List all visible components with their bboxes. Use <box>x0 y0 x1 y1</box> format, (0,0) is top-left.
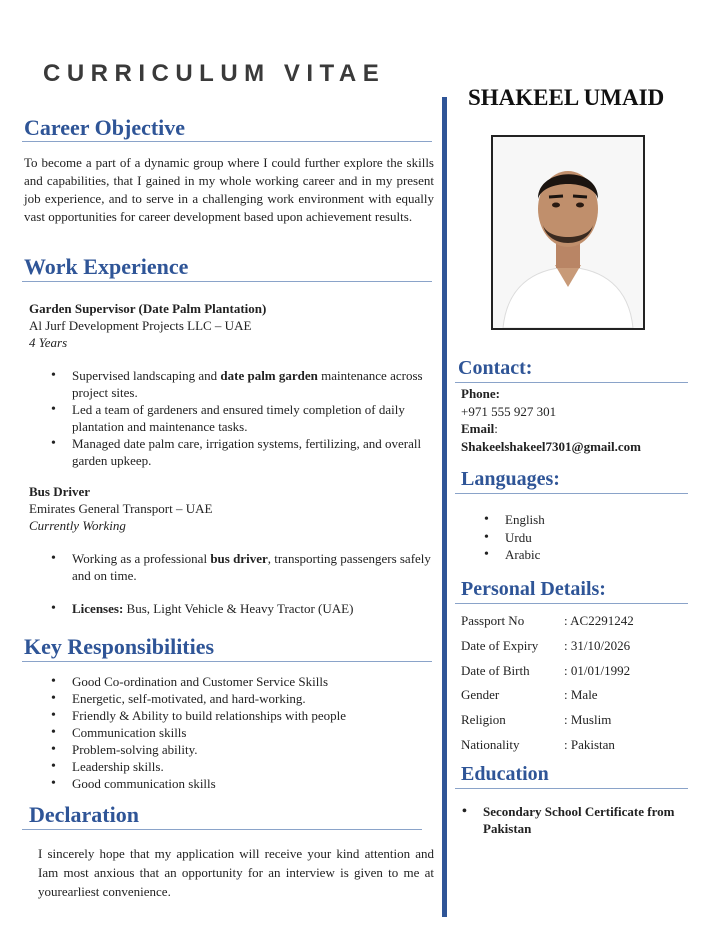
list-item: • Good Co-ordination and Customer Service Skills <box>72 673 432 690</box>
email-value: Shakeelshakeel7301@gmail.com <box>461 438 642 454</box>
list-item: • English <box>505 511 685 529</box>
list-item: • Energetic, self-motivated, and hard-working. <box>72 690 432 707</box>
list-item: • Secondary School Certificate from Pakistan <box>483 803 683 837</box>
detail-row: Nationality : Pakistan <box>461 736 615 752</box>
detail-row: Date of Birth : 01/01/1992 <box>461 662 631 678</box>
profile-photo <box>491 135 645 330</box>
contact-heading: Contact: <box>458 357 533 379</box>
list-item: • Managed date palm care, irrigation systems, fertilizing, and overall garden upkeep. <box>72 435 432 469</box>
phone-label: Phone: <box>461 386 500 401</box>
declaration-text: I sincerely hope that my application will receive your kind attention and Iam most anxious that an opportunity for an interview is given to me at yourearliest convenience. <box>38 846 434 899</box>
email-label: Email <box>461 421 495 436</box>
job-duration: 4 Years <box>29 335 68 350</box>
languages-list <box>505 511 685 564</box>
job-bus-driver <box>29 484 429 534</box>
list-item: • Urdu <box>505 529 685 547</box>
key-responsibilities-heading: Key Responsibilities <box>24 634 215 659</box>
list-item: • Licenses: Bus, Light Vehicle & Heavy Tractor (UAE) <box>72 600 438 617</box>
personal-details-heading: Personal Details: <box>461 578 606 600</box>
career-objective-text: To become a part of a dynamic group where I could further explore the skills and capabilities, that I gained in my whole working career and in my present job experience, and to serve in a challenging work environment with equally vast opportunities for career development based upon achievement results. <box>24 155 434 224</box>
key-responsibilities-rule <box>22 661 432 662</box>
document-title: CURRICULUM VITAE <box>43 60 386 87</box>
contact-rule <box>455 382 688 383</box>
job-company: Emirates General Transport – UAE <box>29 501 213 516</box>
work-experience-rule <box>22 281 432 282</box>
detail-row: Date of Expiry : 31/10/2026 <box>461 637 631 653</box>
languages-heading: Languages: <box>461 468 560 490</box>
list-item: • Communication skills <box>72 724 432 741</box>
detail-row: Passport No : AC2291242 <box>461 613 634 628</box>
list-item: • Problem-solving ability. <box>72 741 432 758</box>
personal-details-rule <box>455 603 688 604</box>
education-list <box>483 803 683 837</box>
person-photo-icon <box>493 137 643 328</box>
job-company: Al Jurf Development Projects LLC – UAE <box>29 318 252 333</box>
licenses-list <box>72 600 438 617</box>
education-rule <box>455 788 688 789</box>
contact-block <box>461 385 701 455</box>
job2-bullets <box>72 550 438 584</box>
job-title: Bus Driver <box>29 484 91 499</box>
career-objective-heading: Career Objective <box>24 115 186 140</box>
job-garden-supervisor <box>29 301 429 351</box>
email-label-line: Email: <box>461 421 498 436</box>
list-item: • Friendly & Ability to build relationships with people <box>72 707 432 724</box>
list-item: • Working as a professional bus driver, transporting passengers safely and on time. <box>72 550 438 584</box>
responsibilities-list <box>72 673 432 792</box>
list-item: • Arabic <box>505 546 685 564</box>
work-experience-heading: Work Experience <box>24 254 189 279</box>
list-item: • Supervised landscaping and date palm garden maintenance across project sites. <box>72 367 432 401</box>
detail-row: Gender : Male <box>461 687 598 703</box>
candidate-name: SHAKEEL UMAID <box>468 85 665 110</box>
detail-row: Religion : Muslim <box>461 712 612 728</box>
declaration-rule <box>22 829 422 830</box>
list-item: • Led a team of gardeners and ensured timely completion of daily plantation and maintenance tasks. <box>72 401 432 435</box>
column-divider <box>442 97 447 917</box>
job-title: Garden Supervisor (Date Palm Plantation) <box>29 301 267 316</box>
list-item: • Leadership skills. <box>72 758 432 775</box>
personal-details-table <box>461 613 691 762</box>
education-heading: Education <box>461 763 549 785</box>
career-objective-rule <box>22 141 432 142</box>
declaration-heading: Declaration <box>29 802 139 827</box>
job-duration: Currently Working <box>29 518 126 533</box>
list-item: • Good communication skills <box>72 775 432 792</box>
languages-rule <box>455 493 688 494</box>
phone-value: +971 555 927 301 <box>461 403 557 419</box>
job1-bullets <box>72 367 432 469</box>
